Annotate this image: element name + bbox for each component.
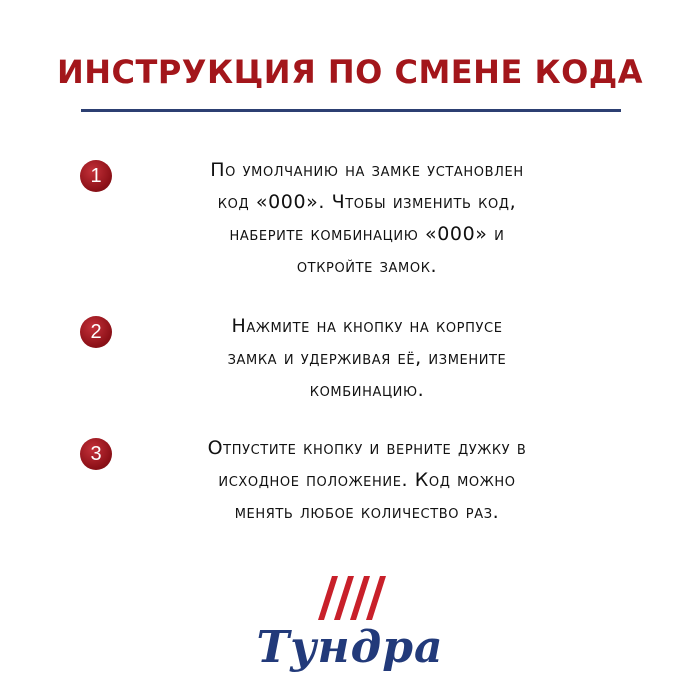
step-number-badge: 1	[80, 160, 112, 192]
step-line: менять любое количество раз.	[234, 501, 500, 523]
step-text	[112, 310, 622, 406]
step-line: наберите комбинацию «000» и	[229, 223, 505, 245]
logo-stripe	[366, 576, 386, 620]
step-line: замка и удерживая её, измените	[227, 347, 507, 369]
logo-wordmark: Тундра	[256, 622, 444, 673]
step-line: Нажмите на кнопку на корпусе	[231, 315, 503, 337]
step-line: код «000». Чтобы изменить код,	[217, 191, 517, 213]
step-text	[112, 154, 622, 282]
step-line: По умолчанию на замке установлен	[210, 159, 524, 181]
logo-stripe	[318, 576, 338, 620]
step-line: откройте замок.	[296, 255, 438, 277]
step-number-badge: 3	[80, 438, 112, 470]
title-divider	[81, 109, 621, 112]
logo-stripe	[334, 576, 354, 620]
logo-stripes-icon	[318, 576, 388, 620]
step-number-badge: 2	[80, 316, 112, 348]
step-text	[112, 432, 622, 528]
logo-stripe	[350, 576, 370, 620]
step-line: Отпустите кнопку и верните дужку в	[207, 437, 527, 459]
page-title: ИНСТРУКЦИЯ ПО СМЕНЕ КОДА	[56, 53, 644, 91]
step-line: исходное положение. Код можно	[218, 469, 516, 491]
step-line: комбинацию.	[309, 379, 425, 401]
